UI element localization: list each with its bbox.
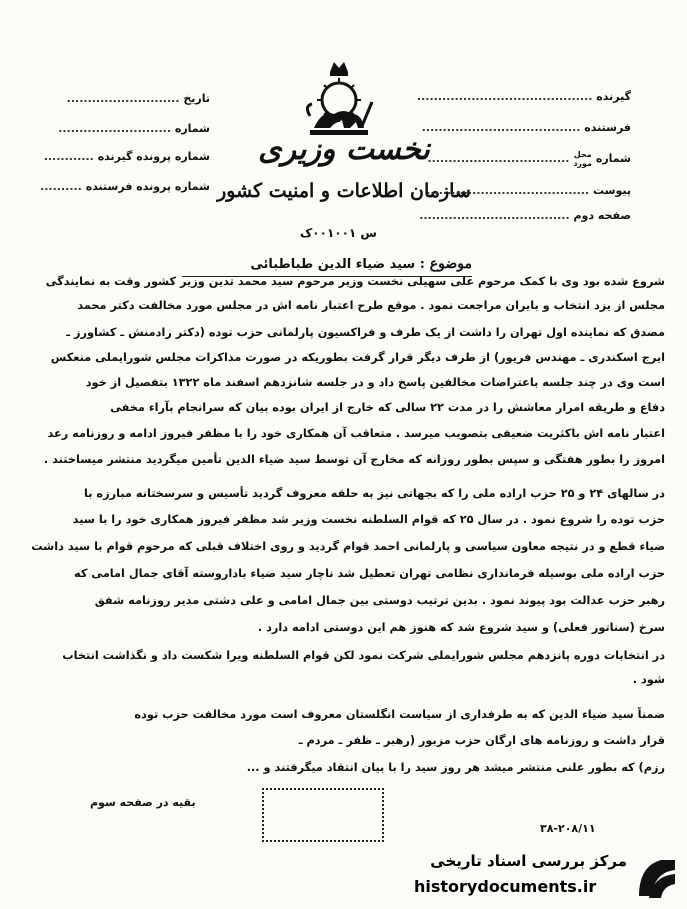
field-date [60,92,210,105]
subject-label: موضوع : [419,256,472,272]
body-line: امروز را بطور هفتگی و سپس بطور روزانه که مخارج آن توسط سید ضیاء الدین تأمین میگردید منتشر میساختند . [43,453,665,466]
field-sender-label: فرستنده [584,121,631,134]
field-dots: ............ [43,150,94,163]
field-sender-file-no [40,180,210,193]
body-line: مصدق که نماینده اول تهران را داشت از یک طرف و فراکسیون پارلمانی حزب توده (دکتر رادمنش ـ کشاورز ـ [66,326,665,339]
field-dots: ........................... [66,92,180,105]
field-receiver-file-no-label: شماره پرونده گیرنده [97,150,210,163]
body-line: شود . [632,673,665,686]
body-line: ایرج اسکندری ـ مهندس فریور) از طرف دیگر قرار گرفت بطوریکه در صورت مذاکرات مجلس شورایملی منعکس [50,351,665,364]
field-date-label: تاریخ [183,92,210,105]
org-subtitle: سازمان اطلاعات و امنیت کشور [217,180,471,202]
body-line: شروع شده بود وی با کمک مرحوم علی سهیلی نخست وزیر مرحوم سید محمد تدین وزیر کشور وقت به نمایندگی [45,275,665,288]
watermark-line1: مرکز بررسی اسناد تاریخی [430,852,627,870]
body-line: مجلس از یزد انتخاب و بایران مراجعت نمود . موقع طرح اعتبار نامه اش در مجلس مورد مخالفت دکتر محمد [77,299,665,312]
body-line: است وی در چند جلسه باعتراضات مخالفین پاسخ داد و در جلسه شانزدهم اسفند ماه ۱۳۲۲ بتفصیل از خود [85,376,665,389]
watermark [400,850,687,909]
body-line: ضیاء قطع و در نتیجه معاون سیاسی و پارلمانی احمد قوام گردید و روی اختلاف قبلی که مرحوم قوام با سید داشت [31,540,665,553]
field-number-sub [573,150,592,168]
field-dots: ...................................... [421,121,581,134]
field-number-sub1: محل [573,150,592,159]
field-dots: ........................... [58,122,171,135]
body-line: سرخ (سناتور فعلی) و سید شروع شد که هنوز هم این دوستی ادامه دارد . [257,621,665,634]
field-number-left-label: شماره [174,122,210,135]
body-line: اعتبار نامه اش باکثریت ضعیفی بتصویب میرسد . متعاقب آن همکاری خود را با مظفر فیروز ادامه و روزنامه رعد [47,427,665,440]
field-receiver-file-no [43,150,210,163]
body-line: قرار داشت و روزنامه های ارگان حزب مزبور (رهبر ـ ظفر ـ مردم ـ [298,734,665,747]
body-line: حزب توده را شروع نمود . در سال ۲۵ که قوام السلطنه نخست وزیر شد مظفر فیروز همکاری خود را با سید [72,513,665,526]
body-line: رزم) که بطور علنی منتشر میشد هر روز سید را با بیان انتقاد میگرفتند و ... [246,761,665,774]
field-number-right [411,150,631,168]
field-page-two-label: صفحه دوم [573,209,631,222]
org-title: نخست وزیری [258,132,430,167]
field-dots: .................................... [419,209,570,222]
field-attachment [411,184,631,197]
body-line: در سالهای ۲۴ و ۲۵ حزب اراده ملی را که بجهاتی نیز به حلقه معروف گردید تأسیس و سرسختانه مبارزه با [83,487,665,500]
watermark-line2: historydocuments.ir [414,877,597,896]
field-dots: .......... [40,180,82,193]
field-page-two [411,209,631,222]
stamp-box [262,788,384,842]
watermark-logo-icon [635,856,679,902]
body-line: در انتخابات دوره پانزدهم مجلس شورایملی شرکت نمود لکن قوام السلطنه ویرا شکست داد و نگذاشت انتخاب [62,649,665,662]
footer-code: ۳۸-۲۰۸/۱۱ [540,822,596,835]
reference-number: س ۰۰۱۰۰۱ک [300,226,377,240]
field-number-left [60,122,210,135]
body-line: رهبر حزب عدالت بود پیوند نمود . بدین ترتیب دوستی بین جمال امامی و علی دشتی مدیر روزنامه شفق [94,594,665,607]
field-receiver [416,90,631,103]
field-attachment-label: پیوست [593,184,631,197]
field-number-sub2: مورد [573,159,592,168]
body-line: ضمناً سید ضیاء الدین که به طرفداری از سیاست انگلستان معروف است مورد مخالفت حزب توده [134,708,665,721]
subject-value: سید ضیاء الدین طباطبائی [250,257,416,272]
field-sender [421,121,631,134]
field-sender-file-no-label: شماره پرونده فرستنده [85,180,210,193]
continued-note: بقیه در صفحه سوم [90,796,196,809]
field-dots: ....................................... [426,184,590,197]
field-receiver-label: گیرنده [596,90,631,103]
body-line: دفاع و طریقه امرار معاشش را در مدت ۲۲ سالی که خارج از ایران بوده بیان که سرانجام بآراء مخفی [110,401,665,414]
field-number-label: شماره [595,152,631,165]
body-line: حزب اراده ملی بوسیله فرمانداری نظامی تهران تعطیل شد ناچار سید ضیاء باداروسته آقای جمال امامی که [74,567,665,580]
subject-line [250,256,472,272]
field-dots: .................................. [427,152,570,165]
field-dots: .......................................... [416,90,593,103]
lion-sun-emblem-icon [300,58,378,142]
